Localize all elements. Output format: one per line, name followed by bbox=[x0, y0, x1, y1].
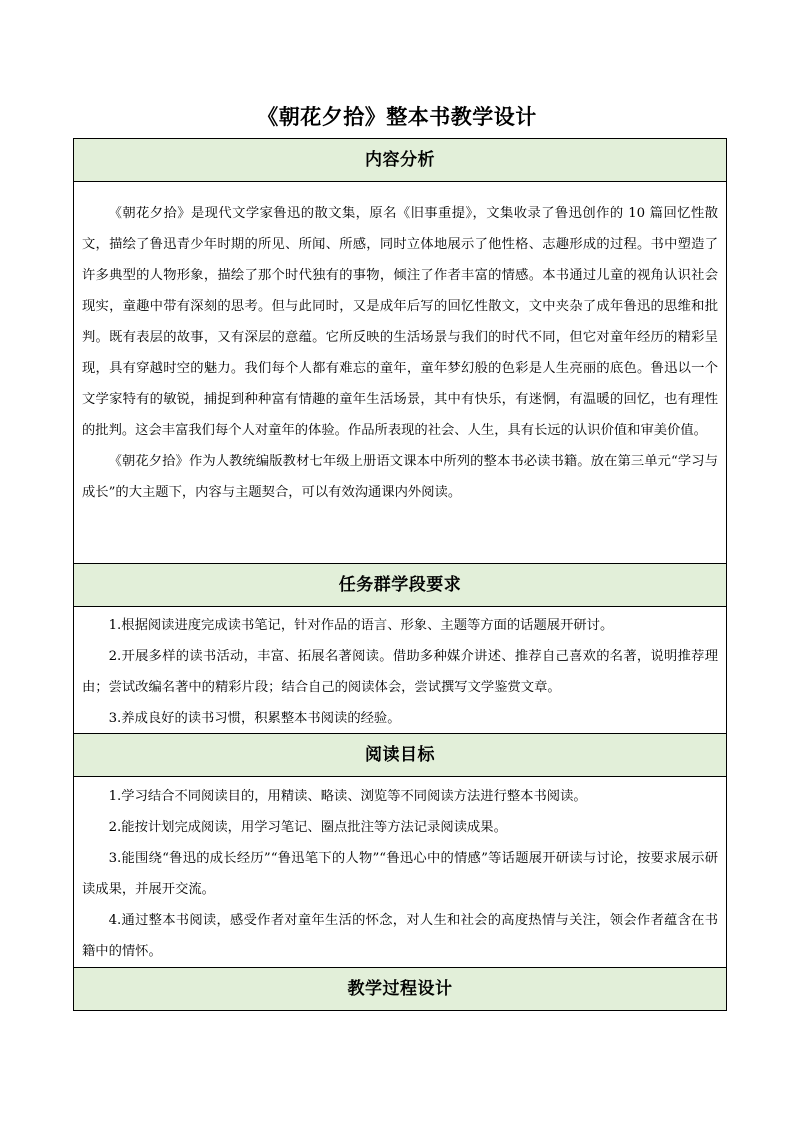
reading-goal-item: 3.能围绕“鲁迅的成长经历”“鲁迅笔下的人物”“鲁迅心中的情感”等话题展开研读与讨论，按要求展示研读成果，并展开交流。 bbox=[82, 851, 718, 897]
task-requirements-body bbox=[74, 607, 726, 734]
task-requirement-item: 2.开展多样的读书活动，丰富、拓展名著阅读。借助多种媒介讲述、推荐自己喜欢的名著，说明推荐理由；尝试改编名著中的精彩片段；结合自己的阅读体会，尝试撰写文学鉴赏文章。 bbox=[82, 649, 718, 695]
lesson-plan-table bbox=[73, 138, 727, 1011]
section-heading-reading-goals: 阅读目标 bbox=[74, 734, 726, 777]
reading-goal-item: 1.学习结合不同阅读目的，用精读、略读、浏览等不同阅读方法进行整本书阅读。 bbox=[108, 789, 587, 804]
task-requirement-item: 3.养成良好的读书习惯，积累整本书阅读的经验。 bbox=[108, 711, 401, 726]
content-analysis-body bbox=[74, 182, 726, 564]
section-heading-content-analysis: 内容分析 bbox=[74, 139, 726, 182]
document-title: 《朝花夕拾》整本书教学设计 bbox=[257, 104, 537, 129]
reading-goals-body bbox=[74, 777, 726, 968]
section-heading-task-requirements: 任务群学段要求 bbox=[74, 564, 726, 607]
reading-goal-item: 2.能按计划完成阅读，用学习笔记、圈点批注等方法记录阅读成果。 bbox=[108, 820, 507, 835]
task-requirement-item: 1.根据阅读进度完成读书笔记，针对作品的语言、形象、主题等方面的话题展开研讨。 bbox=[108, 618, 614, 633]
section-heading-teaching-process: 教学过程设计 bbox=[74, 968, 726, 1010]
analysis-paragraph: 《朝花夕拾》作为人教统编版教材七年级上册语文课本中所列的整本书必读书籍。放在第三单元“学习与成长”的大主题下，内容与主题契合，可以有效沟通课内外阅读。 bbox=[82, 454, 718, 500]
reading-goal-item: 4.通过整本书阅读，感受作者对童年生活的怀念，对人生和社会的高度热情与关注，领会作者蕴含在书籍中的情怀。 bbox=[82, 913, 718, 959]
analysis-paragraph: 《朝花夕拾》是现代文学家鲁迅的散文集，原名《旧事重提》，文集收录了鲁迅创作的 10 篇回忆性散文，描绘了鲁迅青少年时期的所见、所闻、所感，同时立体地展示了他性格、志趣形成的过程。书中塑造了许多典型的人物形象，描绘了那个时代独有的事物，倾注了作者丰富的情感。本书通过儿童的视角认识社会现实，童趣中带有深刻的思考。但与此同时，又是成年后写的回忆性散文，文中夹杂了成年鲁迅的思维和批判。既有表层的故事，又有深层的意蕴。它所反映的生活场景与我们的时代不同，但它对童年经历的精彩呈现，具有穿越时空的魅力。我们每个人都有难忘的童年，童年梦幻般的色彩是人生亮丽的底色。鲁迅以一个文学家特有的敏锐，捕捉到种种富有情趣的童年生活场景，其中有快乐，有迷惘，有温暖的回忆，也有理性的批判。这会丰富我们每个人对童年的体验。作品所表现的社会、人生，具有长远的认识价值和审美价值。 bbox=[82, 206, 718, 438]
